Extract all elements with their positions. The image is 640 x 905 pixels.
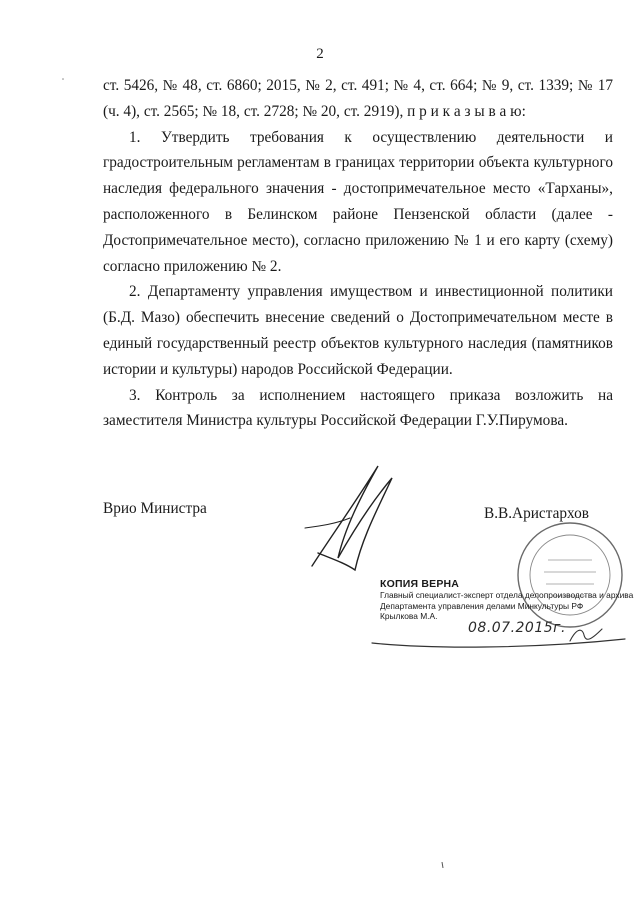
paragraph-item-3: 3. Контроль за исполнением настоящего приказа возложить на заместителя Министра культуры Российской Федерации Г.У.Пирумова. <box>103 386 613 430</box>
paragraph-preamble: ст. 5426, № 48, ст. 6860; 2015, № 2, ст. 491; № 4, ст. 664; № 9, ст. 1339; № 17 (ч. 4), ст. 2565; № 18, ст. 2728; № 20, ст. 2919), п р и к а з ы в а ю: <box>103 77 613 120</box>
stamp-department: Департамента управления делами Минкультуры РФ <box>380 600 584 611</box>
scan-speck <box>440 862 446 868</box>
stamp-date: 08.07.2015г. <box>468 620 566 636</box>
signatory-title: Врио Министра <box>103 500 207 517</box>
signatory-name: В.В.Аристархов <box>484 505 589 522</box>
stamp-position: Главный специалист-эксперт отдела делопроизводства и архива <box>380 590 634 600</box>
paragraph-item-1: 1. Утвердить требования к осуществлению деятельности и градостроительным регламентам в границах территории объекта культурного наследия федерального значения - достопримечательное место «Тарханы», расположенного в Белинском районе Пензенской области (далее - Достопримечательное место), согласно приложению № 1 и его карту (схему) согласно приложению № 2. <box>103 128 613 275</box>
page-number: 2 <box>316 46 324 62</box>
stamp-heading: КОПИЯ ВЕРНА <box>380 578 460 590</box>
scan-speck <box>60 76 66 82</box>
paragraph-item-2: 2. Департаменту управления имуществом и инвестиционной политики (Б.Д. Мазо) обеспечить внесение сведений о Достопримечательном месте в единый государственный реестр объектов культурного наследия (памятников истории и культуры) народов Российской Федерации. <box>103 283 613 378</box>
certified-copy-stamp <box>380 578 634 622</box>
stamp-handwritten-mark <box>370 625 630 653</box>
stamp-person: Крылкова М.А. <box>380 611 438 621</box>
handwritten-signature <box>300 458 410 578</box>
order-text <box>103 73 613 434</box>
